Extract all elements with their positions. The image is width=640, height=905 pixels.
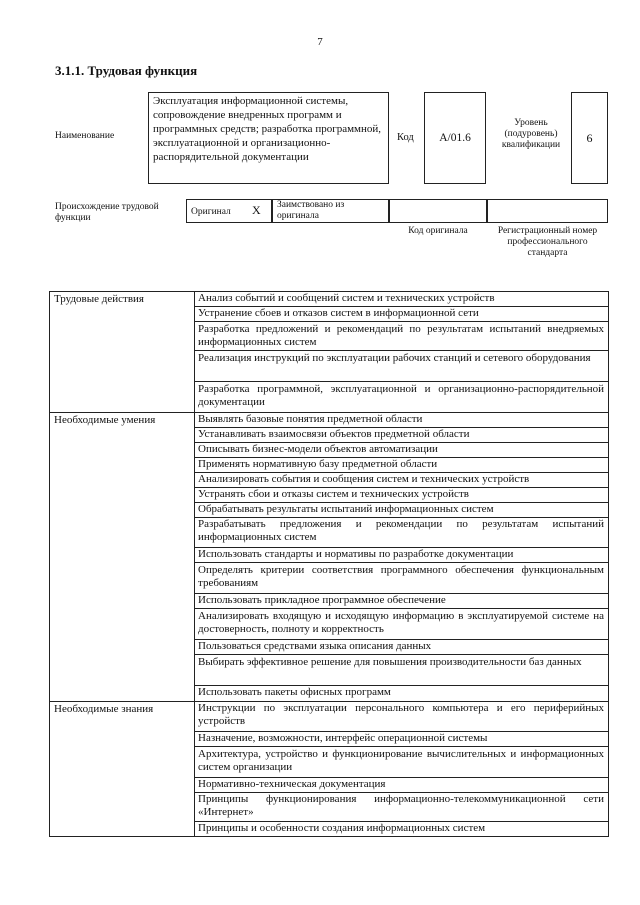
table-row: Устранять сбои и отказы систем и технических устройств — [198, 488, 469, 500]
table-row: Архитектура, устройство и функционирование вычислительных и информационных систем организации — [198, 748, 604, 773]
table-row: Обрабатывать результаты испытаний информационных систем — [198, 503, 494, 515]
table-row: Анализ событий и сообщений систем и технических устройств — [198, 292, 495, 304]
table-column-divider — [194, 291, 195, 837]
original-label: Оригинал — [191, 207, 231, 217]
knowledge-label: Необходимые знания — [54, 703, 154, 715]
table-row: Устранение сбоев и отказов систем в информационной сети — [198, 307, 479, 319]
section-title: 3.1.1. Трудовая функция — [55, 63, 198, 78]
table-row: Использовать пакеты офисных программ — [198, 686, 391, 698]
name-label: Наименование — [55, 131, 115, 141]
table-row: Определять критерии соответствия программного обеспечения функциональным требованиям — [198, 564, 604, 589]
row-divider — [194, 350, 609, 351]
reg-number-caption: Регистрационный номер профессионального стандарта — [497, 226, 598, 258]
borrowed-label: Заимствовано из оригинала — [277, 200, 345, 221]
code-label: Код — [397, 132, 414, 143]
table-row: Разработка предложений и рекомендаций по результатам испытаний внедряемых информационных систем — [198, 323, 604, 348]
table-row: Выявлять базовые понятия предметной области — [198, 413, 423, 425]
code-value: A/01.6 — [424, 92, 486, 184]
row-divider — [194, 654, 609, 655]
code-original-caption: Код оригинала — [408, 226, 468, 236]
table-row: Разработка программной, эксплуатационной и организационно-распорядительной документации — [198, 383, 604, 408]
skills-label: Необходимые умения — [54, 414, 156, 426]
table-row: Нормативно-техническая документация — [198, 778, 386, 790]
table-row: Использовать прикладное программное обеспечение — [198, 594, 446, 606]
origin-label: Происхождение трудовой функции — [55, 202, 159, 223]
table-row: Применять нормативную базу предметной области — [198, 458, 438, 470]
row-divider — [194, 381, 609, 382]
table-row: Анализировать события и сообщения систем и технических устройств — [198, 473, 530, 485]
original-mark: X — [252, 203, 261, 217]
table-row: Анализировать входящую и исходящую информацию в эксплуатируемой системе на достоверность, полноту и корректность — [198, 610, 604, 635]
level-value: 6 — [571, 92, 608, 184]
table-row: Назначение, возможности, интерфейс операционной системы — [198, 732, 488, 744]
origin-cell-code — [389, 199, 487, 223]
row-divider — [194, 608, 609, 609]
table-row: Принципы функционирования информационно-телекоммуникационной сети «Интернет» — [198, 793, 604, 818]
table-row: Разрабатывать предложения и рекомендации по результатам испытаний информационных систем — [198, 518, 604, 543]
table-row: Описывать бизнес-модели объектов автоматизации — [198, 443, 438, 455]
table-row: Пользоваться средствами языка описания данных — [198, 640, 432, 652]
labor-actions-label: Трудовые действия — [54, 293, 144, 305]
table-row: Выбирать эффективное решение для повышения производительности баз данных — [198, 656, 582, 668]
function-name-value: Эксплуатация информационной системы, сопровождение внедренных программ и программных средств; разработка программной, эксплуатационной и организационно-распорядительной документации — [148, 92, 389, 184]
row-divider — [194, 562, 609, 563]
table-row: Инструкции по эксплуатации персонального компьютера и его периферийных устройств — [198, 702, 604, 727]
table-row: Использовать стандарты и нормативы по разработке документации — [198, 548, 514, 560]
table-row: Устанавливать взаимосвязи объектов предметной области — [198, 428, 470, 440]
row-divider — [194, 321, 609, 322]
table-row: Принципы и особенности создания информационных систем — [198, 822, 486, 834]
table-row: Реализация инструкций по эксплуатации рабочих станций и сетевого оборудования — [198, 352, 591, 364]
row-divider — [194, 746, 609, 747]
page-number: 7 — [317, 36, 323, 48]
level-label: Уровень (подуровень) квалификации — [501, 118, 561, 150]
origin-cell-reg-number — [487, 199, 608, 223]
